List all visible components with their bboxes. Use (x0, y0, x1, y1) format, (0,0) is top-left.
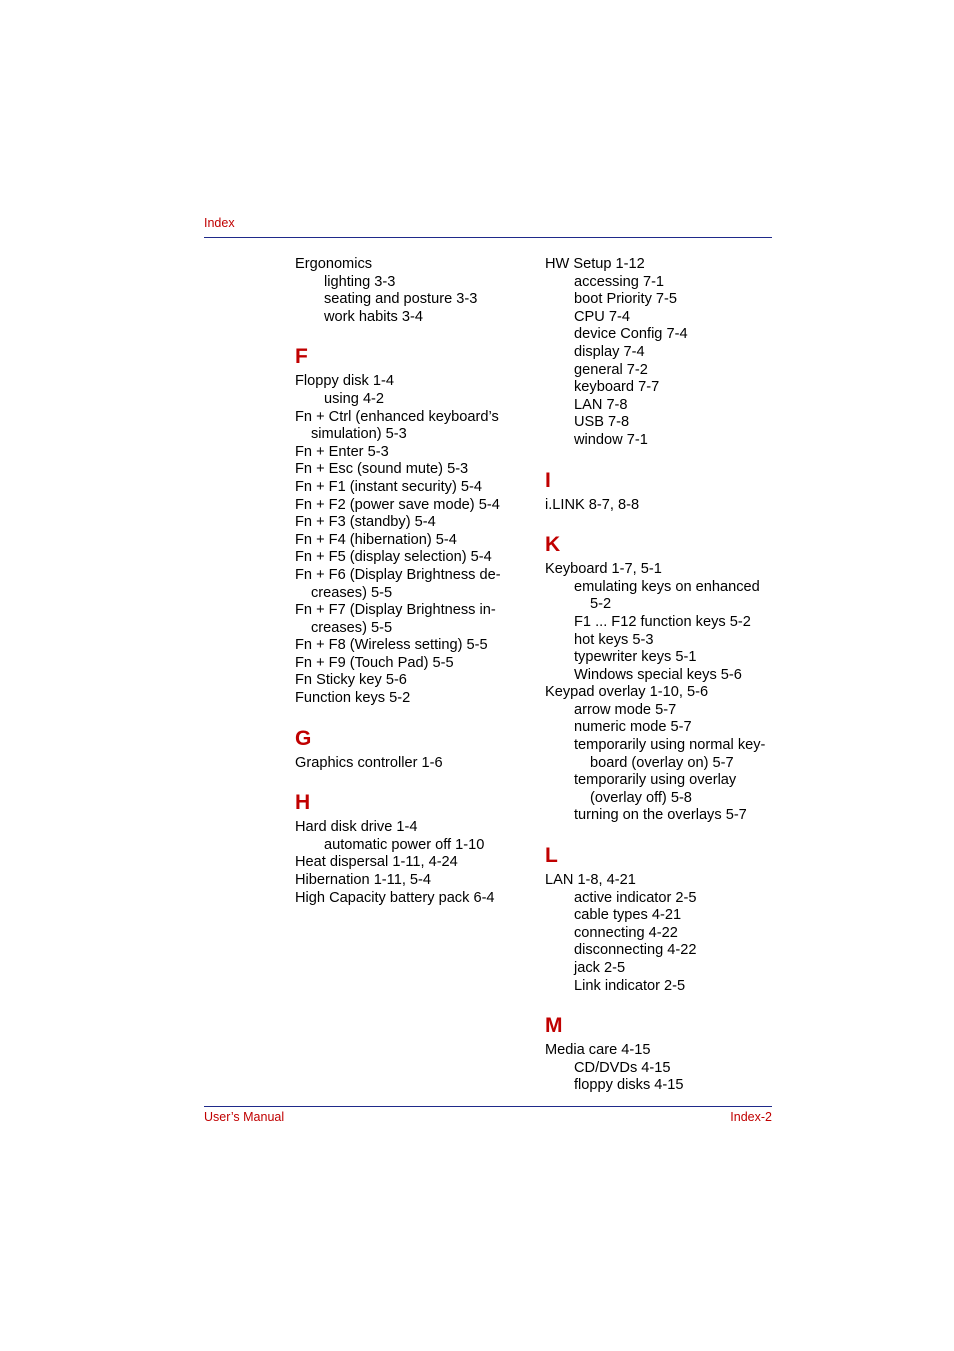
index-subentry: automatic power off 1-10 (324, 836, 485, 853)
index-subentry: using 4-2 (324, 390, 385, 407)
index-entry: Fn + F9 (Touch Pad) 5-5 (295, 654, 454, 671)
index-subentry: window 7-1 (574, 431, 648, 448)
index-subentry: boot Priority 7-5 (574, 291, 678, 308)
index-subentry: CPU 7-4 (574, 308, 630, 325)
section-letter-g: G (295, 726, 312, 750)
index-subentry: emulating keys on enhanced (574, 578, 760, 595)
index-subentry: CD/DVDs 4-15 (574, 1059, 671, 1076)
index-subentry: Windows special keys 5-6 (574, 666, 742, 683)
index-subentry: F1 ... F12 function keys 5-2 (574, 613, 751, 630)
index-entry: Fn + F6 (Display Brightness de- (295, 566, 501, 583)
index-entry: Keypad overlay 1-10, 5-6 (545, 684, 709, 701)
index-entry: Fn + F5 (display selection) 5-4 (295, 549, 492, 566)
footer-manual-title: User’s Manual (204, 1110, 285, 1124)
index-subentry: keyboard 7-7 (574, 379, 660, 396)
index-entry-continuation: (overlay off) 5-8 (590, 789, 692, 806)
index-subentry: arrow mode 5-7 (574, 701, 677, 718)
index-entry-continuation: 5-2 (590, 596, 612, 613)
index-entry: Fn + F2 (power save mode) 5-4 (295, 496, 500, 513)
index-subentry: active indicator 2-5 (574, 889, 697, 906)
index-entry: Ergonomics (295, 256, 373, 272)
index-subentry: general 7-2 (574, 361, 648, 378)
index-entry-continuation: simulation) 5-3 (311, 426, 407, 443)
index-entry: Fn + Enter 5-3 (295, 443, 389, 460)
section-letter-h: H (295, 791, 311, 815)
index-subentry: turning on the overlays 5-7 (574, 807, 747, 824)
index-entry-continuation: creases) 5-5 (311, 619, 393, 636)
index-entry: HW Setup 1-12 (545, 256, 645, 272)
index-entry-continuation: board (overlay on) 5-7 (590, 754, 734, 771)
index-subentry: seating and posture 3-3 (324, 291, 478, 308)
index-subentry: USB 7-8 (574, 414, 630, 431)
index-column-left (295, 256, 520, 907)
index-subentry: disconnecting 4-22 (574, 942, 697, 959)
index-subentry: temporarily using normal key- (574, 737, 766, 754)
index-subentry: hot keys 5-3 (574, 631, 654, 648)
footer-rule (204, 1106, 772, 1107)
index-subentry: typewriter keys 5-1 (574, 649, 697, 666)
index-subentry: device Config 7-4 (574, 326, 688, 343)
index-entry: Fn + F3 (standby) 5-4 (295, 514, 436, 531)
index-entry: LAN 1-8, 4-21 (545, 872, 636, 889)
index-entry: Fn + F4 (hibernation) 5-4 (295, 531, 457, 548)
index-entry: Fn + F7 (Display Brightness in- (295, 602, 496, 619)
index-subentry: cable types 4-21 (574, 907, 682, 924)
index-subentry: work habits 3-4 (324, 308, 423, 325)
index-entry: Fn + F8 (Wireless setting) 5-5 (295, 637, 488, 654)
index-subentry: floppy disks 4-15 (574, 1077, 684, 1094)
index-entry: Heat dispersal 1-11, 4-24 (295, 854, 458, 871)
index-entry: Hibernation 1-11, 5-4 (295, 872, 432, 889)
header-title: Index (204, 216, 235, 230)
index-entry: Fn + F1 (instant security) 5-4 (295, 478, 482, 495)
index-subentry: LAN 7-8 (574, 396, 628, 413)
index-subentry: lighting 3-3 (324, 273, 396, 290)
index-subentry: numeric mode 5-7 (574, 719, 692, 736)
section-letter-f: F (295, 345, 308, 369)
index-column-right (545, 256, 780, 1095)
index-entry: Fn + Ctrl (enhanced keyboard’s (295, 408, 499, 425)
section-letter-l: L (545, 844, 558, 868)
header-rule (204, 237, 772, 238)
section-letter-i: I (545, 468, 551, 492)
index-entry: Keyboard 1-7, 5-1 (545, 561, 662, 578)
index-entry-continuation: creases) 5-5 (311, 584, 393, 601)
index-subentry: display 7-4 (574, 343, 645, 360)
index-entry: Fn Sticky key 5-6 (295, 672, 407, 689)
index-entry: Graphics controller 1-6 (295, 754, 443, 771)
index-entry: Function keys 5-2 (295, 690, 411, 707)
index-entry: High Capacity battery pack 6-4 (295, 889, 495, 906)
index-subentry: jack 2-5 (574, 960, 626, 976)
index-subentry: temporarily using overlay (574, 772, 737, 789)
index-entry: Fn + Esc (sound mute) 5-3 (295, 461, 469, 478)
index-entry: Hard disk drive 1-4 (295, 819, 418, 836)
section-letter-m: M (545, 1014, 563, 1038)
index-entry: Media care 4-15 (545, 1042, 651, 1059)
index-subentry: accessing 7-1 (574, 273, 665, 290)
index-subentry: connecting 4-22 (574, 924, 678, 941)
index-subentry: Link indicator 2-5 (574, 977, 686, 994)
footer-page-number: Index-2 (730, 1110, 772, 1124)
index-entry: i.LINK 8-7, 8-8 (545, 496, 640, 513)
index-entry: Floppy disk 1-4 (295, 373, 394, 390)
section-letter-k: K (545, 533, 561, 557)
